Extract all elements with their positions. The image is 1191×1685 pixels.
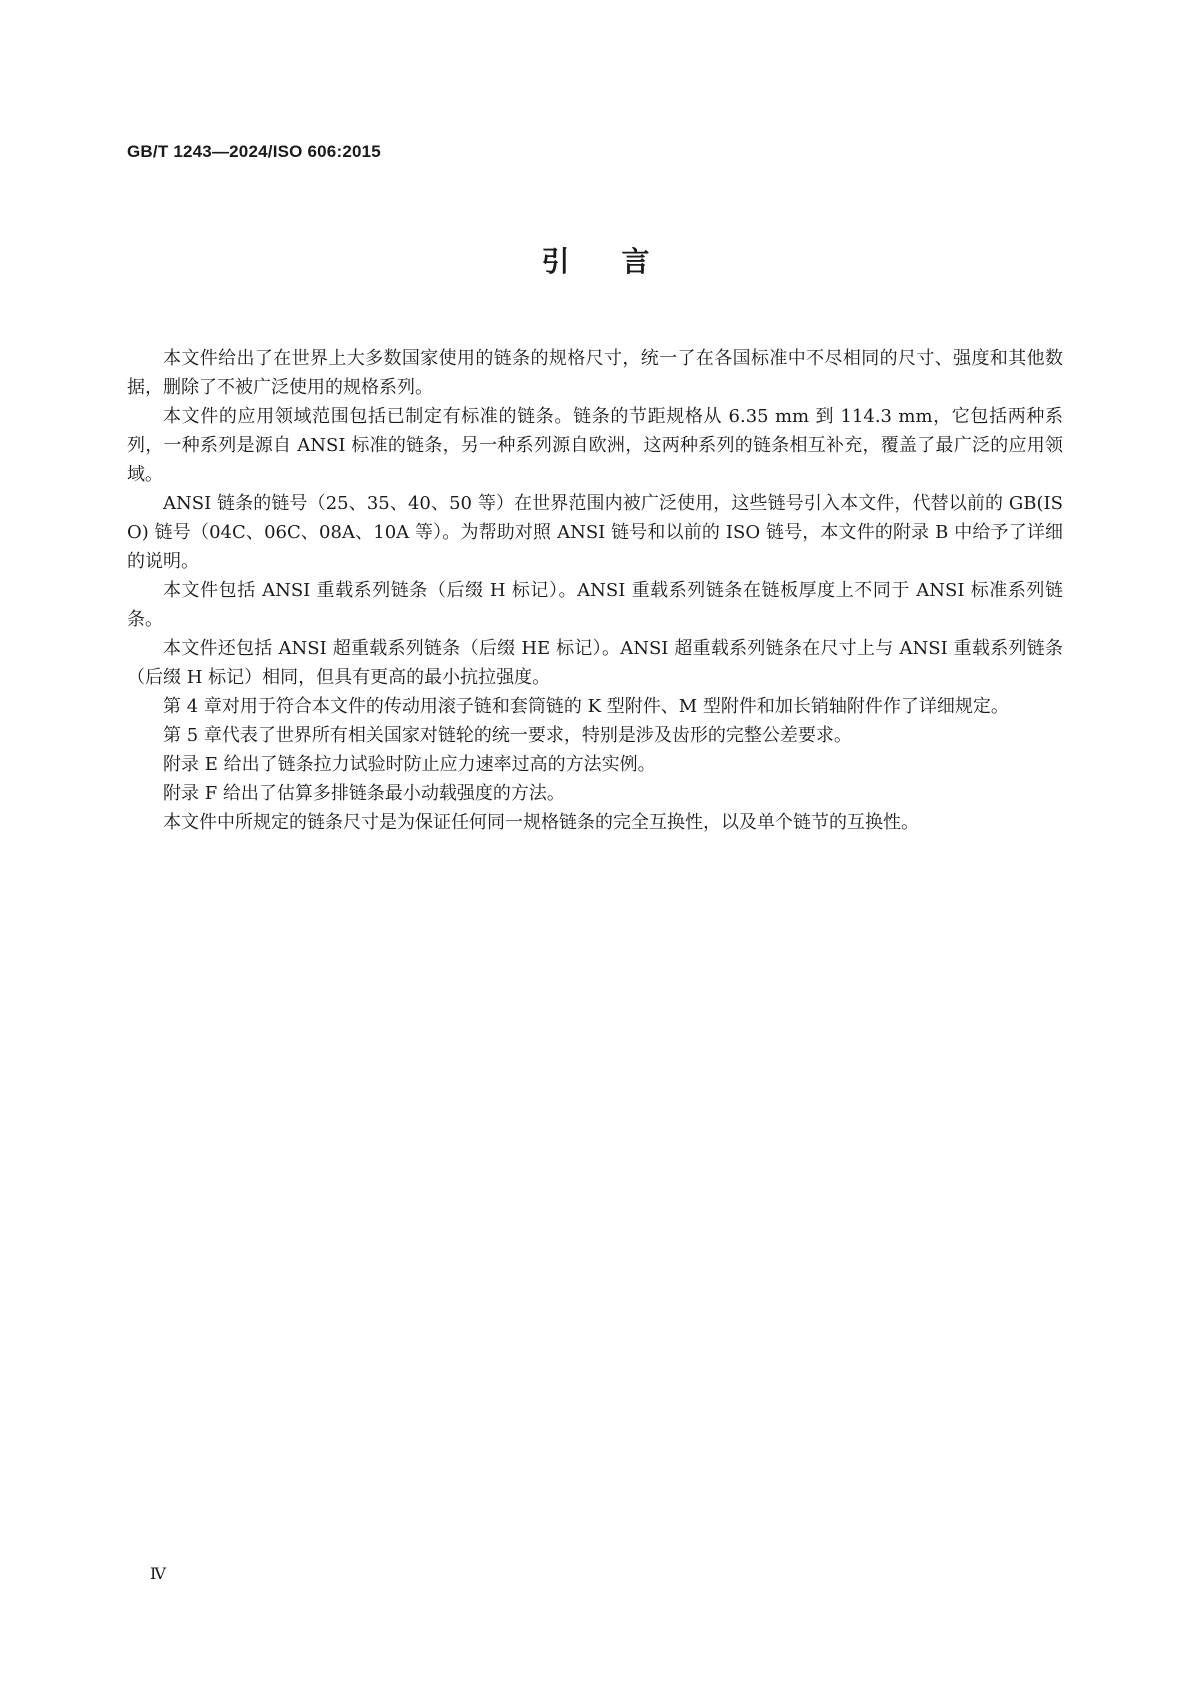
paragraph: 附录 E 给出了链条拉力试验时防止应力速率过高的方法实例。: [163, 754, 656, 775]
standard-number-header: GB/T 1243—2024/ISO 606:2015: [127, 142, 381, 161]
paragraph: 第 4 章对用于符合本文件的传动用滚子链和套筒链的 K 型附件、M 型附件和加长销轴附件作了详细规定。: [163, 696, 1009, 717]
paragraph: 本文件中所规定的链条尺寸是为保证任何同一规格链条的完全互换性，以及单个链节的互换性。: [163, 812, 919, 833]
paragraph: 本文件还包括 ANSI 超重载系列链条（后缀 HE 标记）。ANSI 超重载系列链条在尺寸上与 ANSI 重载系列链条（后缀 H 标记）相同，但具有更高的最小抗拉强度。: [127, 638, 1063, 688]
paragraph: 本文件包括 ANSI 重载系列链条（后缀 H 标记）。ANSI 重载系列链条在链板厚度上不同于 ANSI 标准系列链条。: [127, 580, 1063, 630]
paragraph: 本文件的应用领域范围包括已制定有标准的链条。链条的节距规格从 6.35 mm 到 114.3 mm，它包括两种系列，一种系列是源自 ANSI 标准的链条，另一种系列源自欧洲，这两种系列的链条相互补充，覆盖了最广泛的应用领域。: [127, 406, 1063, 485]
page-number: Ⅳ: [150, 1564, 166, 1583]
introduction-body: [127, 344, 1063, 837]
paragraph: 附录 F 给出了估算多排链条最小动载强度的方法。: [163, 783, 565, 804]
paragraph: ANSI 链条的链号（25、35、40、50 等）在世界范围内被广泛使用，这些链号引入本文件，代替以前的 GB(ISO) 链号（04C、06C、08A、10A 等）。为帮助对照 ANSI 链号和以前的 ISO 链号，本文件的附录 B 中给予了详细的说明。: [127, 493, 1063, 572]
paragraph: 本文件给出了在世界上大多数国家使用的链条的规格尺寸，统一了在各国标准中不尽相同的尺寸、强度和其他数据，删除了不被广泛使用的规格系列。: [127, 348, 1063, 398]
section-title: 引言: [541, 245, 702, 278]
paragraph: 第 5 章代表了世界所有相关国家对链轮的统一要求，特别是涉及齿形的完整公差要求。: [163, 725, 852, 746]
